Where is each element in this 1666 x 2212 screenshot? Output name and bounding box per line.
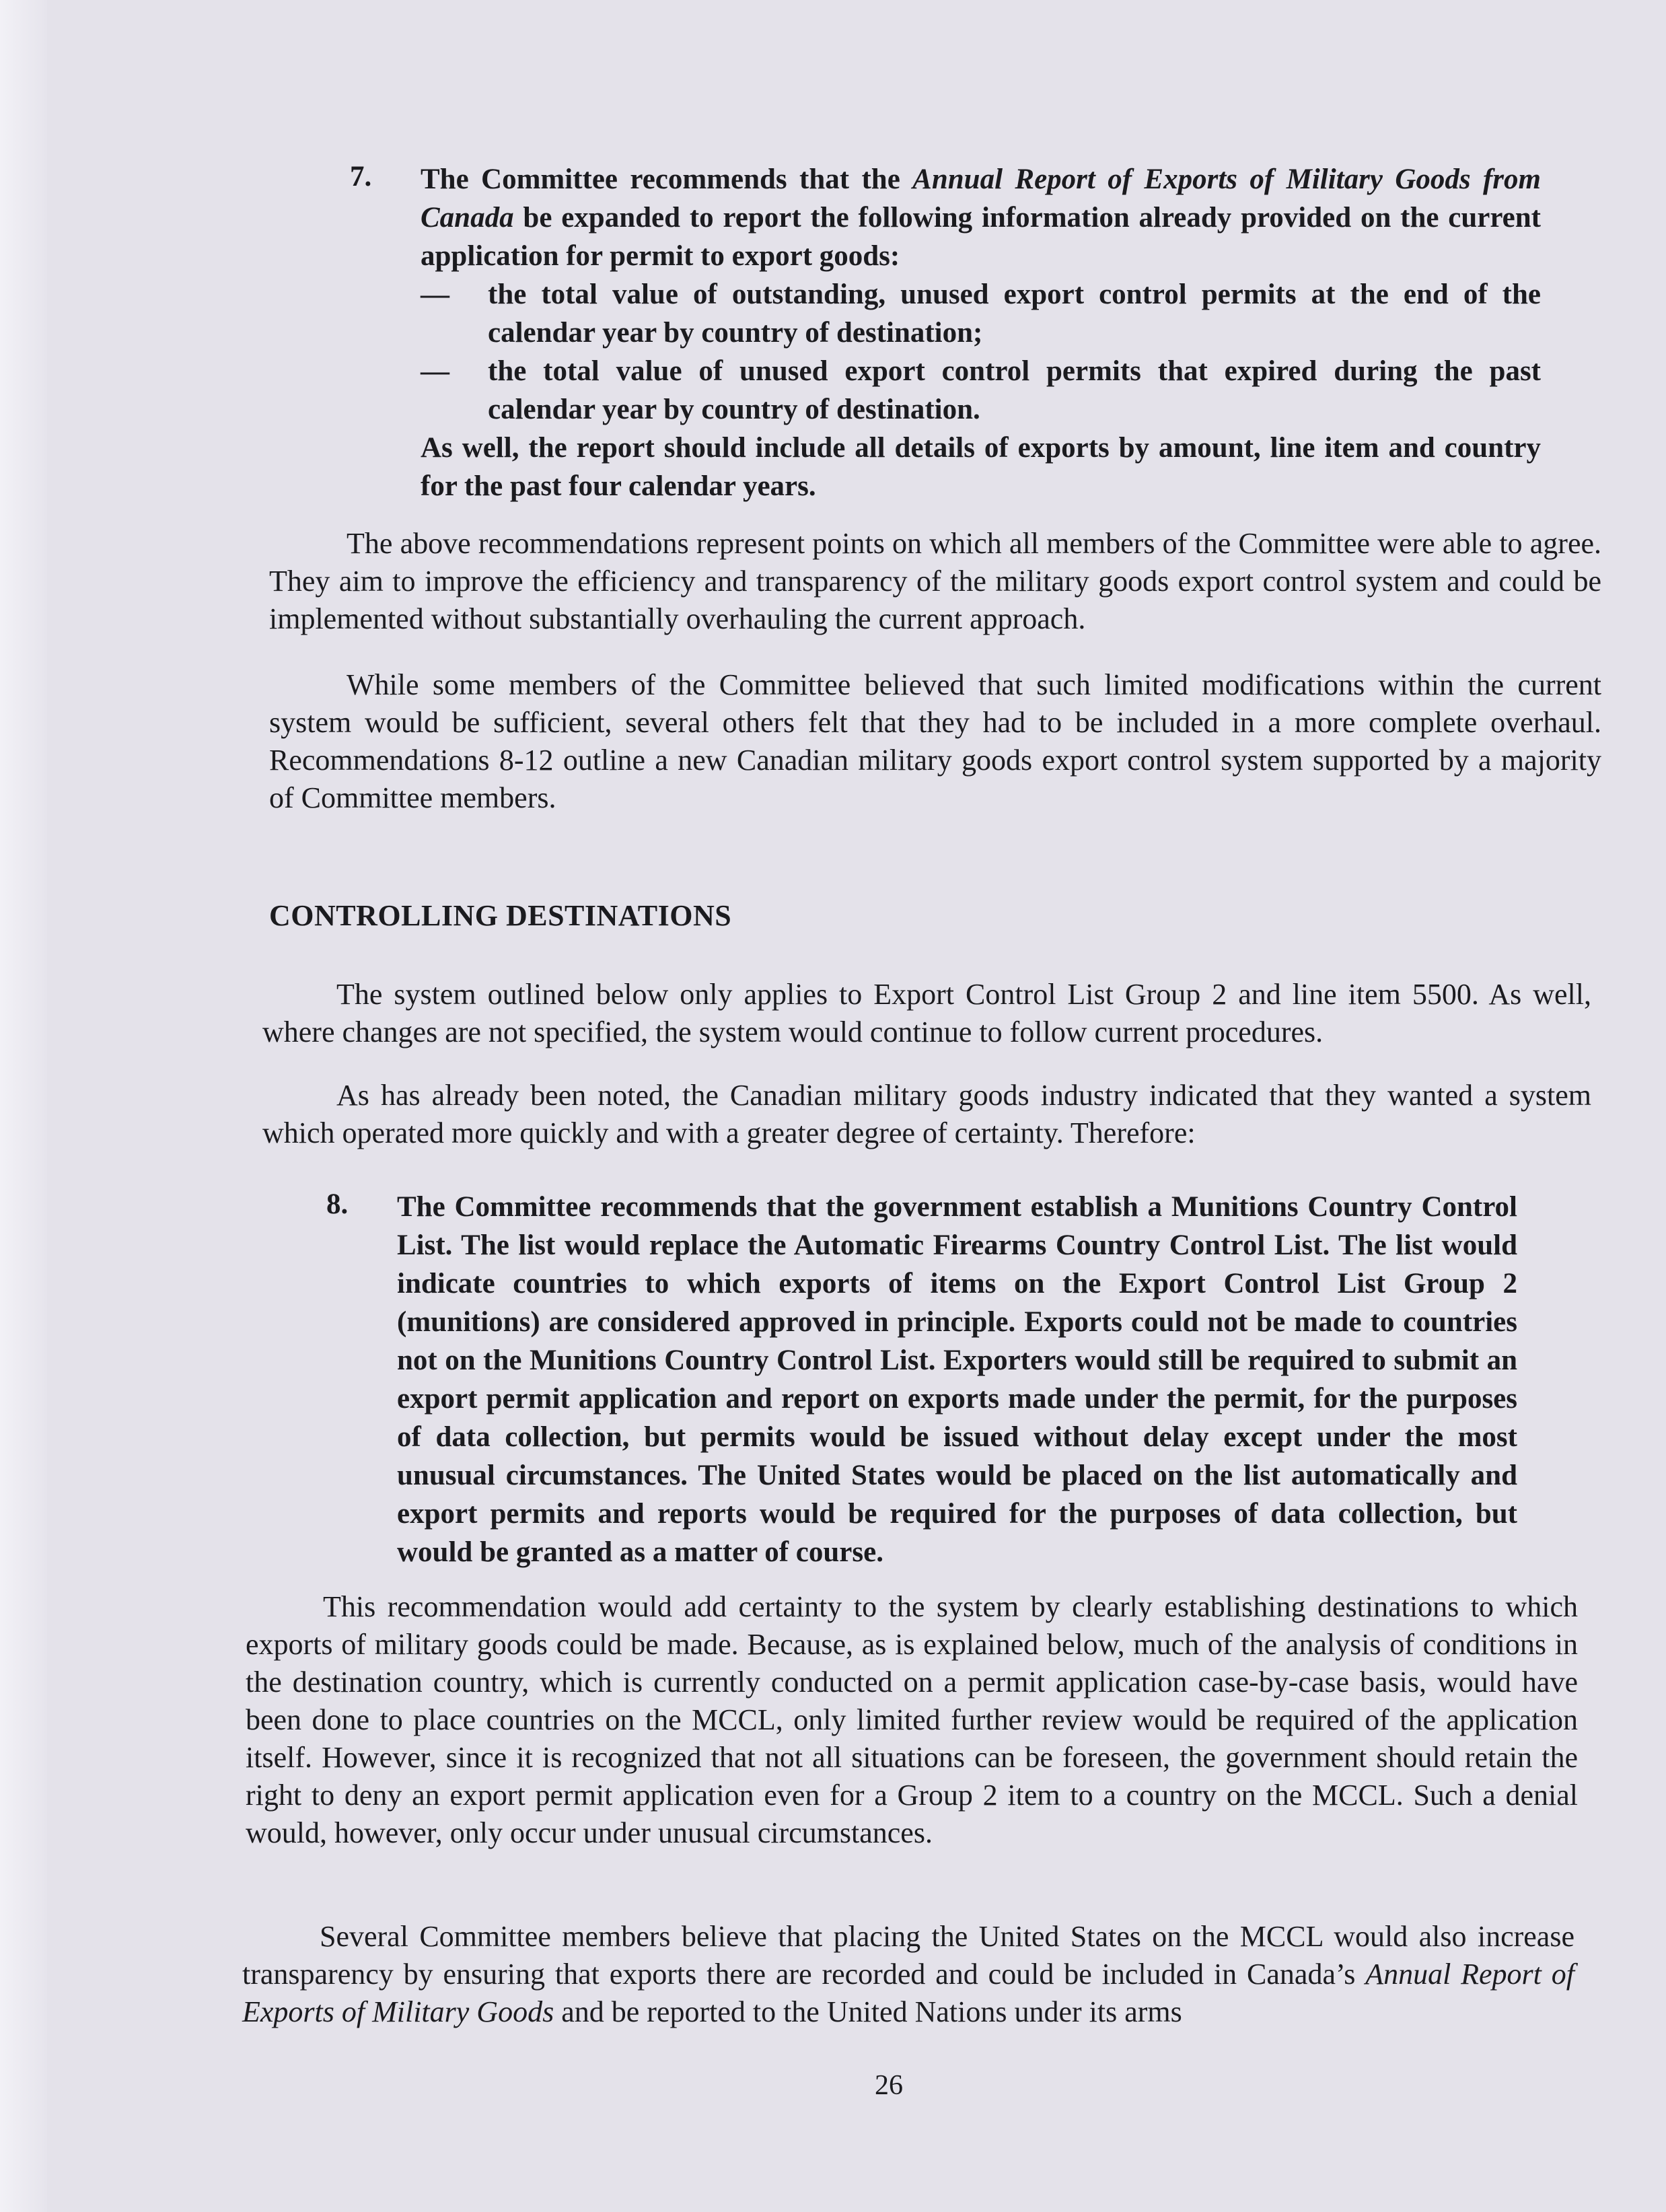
paragraph-2: While some members of the Committee believed that such limited modifications within the current system would be sufficient, several others felt that they had to be included in a more complete overhaul. Recommendations 8-12 outline a new Canadian military goods export control system supported by a majority of Committee members. [269,668,1601,814]
recommendation-8-text: The Committee recommends that the government establish a Munitions Country Control List. The list would replace the Automatic Firearms Country Control List. The list would indicate countries to which exports of items on the Export Control List Group 2 (munitions) are considered approved in principle. Exports could not be made to countries not on the Munitions Country Control List. Exporters would still be required to submit an export permit application and report on exports made under the permit, for the purposes of data collection, but permits would be issued without delay except under the most unusual circumstances. The United States would be placed on the list automatically and export permits and reports would be required for the purposes of data collection, but would be granted as a matter of course. [397,1191,1517,1568]
paragraph-5: This recommendation would add certainty to the system by clearly establishing destinations to which exports of military goods could be made. Because, as is explained below, much of the analysis of conditions in the destination country, which is currently conducted on a permit application case-by-case basis, would have been done to place countries on the MCCL, only limited further review would be required of the application itself. However, since it is recognized that not all situations can be foreseen, the government should retain the right to deny an export permit application even for a Group 2 item to a country on the MCCL. Such a denial would, however, only occur under unusual circumstances. [246,1590,1578,1849]
paragraph-6: Several Committee members believe that placing the United States on the MCCL would also increase transparency by ensuring that exports there are recorded and could be included in Canada’s Annual Report of Exports of Military Goods and be reported to the United Nations under its arms [242,1920,1574,2028]
paragraph-1: The above recommendations represent points on which all members of the Committee were able to agree. They aim to improve the efficiency and transparency of the military goods export control system and could be implemented without substantially overhauling the current approach. [269,527,1601,635]
page-number: 26 [875,2070,903,2101]
report-title-italic: Annual Report of Exports of Military Goods from Canada [421,164,1541,234]
report-title-italic-2: Annual Report of Exports of Military Goods [242,1958,1574,2028]
recommendation-7-closing: As well, the report should include all details of exports by amount, line item and country for the past four calendar years. [421,432,1541,502]
recommendation-7-bullet-2: — the total value of unused export control permits that expired during the past calendar year by country of destination. [421,355,1541,425]
recommendation-8-number: 8. [326,1188,349,1220]
paragraph-3: The system outlined below only applies to Export Control List Group 2 and line item 5500. As well, where changes are not specified, the system would continue to follow current procedures. [262,978,1591,1048]
recommendation-7-bullet-1: — the total value of outstanding, unused export control permits at the end of the calendar year by country of destination; [421,279,1541,349]
recommendation-7-number: 7. [350,161,372,192]
section-heading: CONTROLLING DESTINATIONS [269,899,732,932]
recommendation-8 [397,1188,1517,1571]
recommendation-7 [421,160,1541,505]
paragraph-4: As has already been noted, the Canadian military goods industry indicated that they wanted a system which operated more quickly and with a greater degree of certainty. Therefore: [262,1079,1591,1149]
recommendation-7-intro: The Committee recommends that the Annual Report of Exports of Military Goods from Canada be expanded to report the following information already provided on the current application for permit to export goods: [421,164,1541,272]
